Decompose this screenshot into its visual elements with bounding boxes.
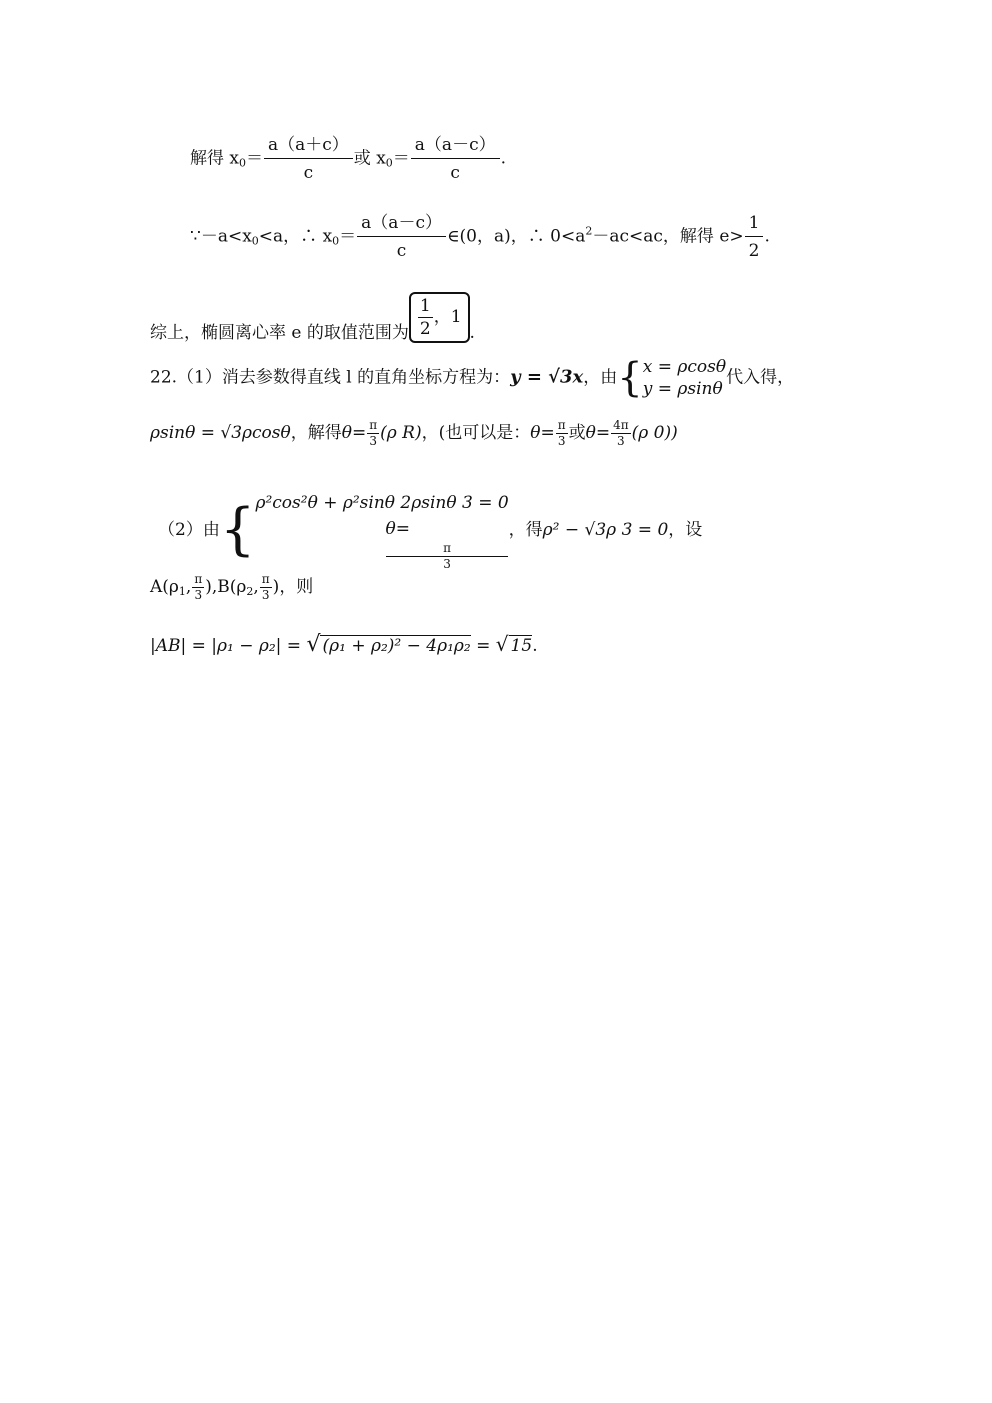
equation-line: y = √3x bbox=[510, 366, 584, 388]
fraction-pi-3 bbox=[556, 419, 568, 448]
paren-close: ) bbox=[205, 577, 212, 597]
subscript: 0 bbox=[385, 156, 393, 170]
left-brace: { bbox=[219, 497, 256, 563]
fraction-denominator: 3 bbox=[617, 434, 625, 448]
fraction-numerator: π bbox=[261, 572, 270, 586]
text-or: 或 x bbox=[353, 148, 386, 169]
equals: ＝ bbox=[339, 226, 357, 247]
subscript: 0 bbox=[251, 234, 259, 248]
fraction-1 bbox=[264, 135, 353, 183]
fraction-denominator: 2 bbox=[419, 319, 431, 339]
fraction-pi-3 bbox=[367, 419, 379, 448]
period: . bbox=[469, 323, 475, 343]
theta-eq: θ= bbox=[585, 423, 611, 443]
fraction-2 bbox=[411, 135, 500, 183]
subscript: 0 bbox=[239, 156, 246, 170]
equation-quadratic: ρ² − √3ρ 3 = 0 bbox=[542, 520, 669, 540]
fraction-numerator: π bbox=[369, 418, 378, 432]
text-therefore: <a，∴ x bbox=[258, 226, 333, 247]
left-brace: { bbox=[617, 355, 643, 401]
equals: = bbox=[470, 636, 496, 656]
subscript: 0 bbox=[332, 234, 340, 248]
text-get: ，得 bbox=[508, 520, 543, 540]
point-b: ,B(ρ bbox=[211, 577, 247, 597]
fraction-denominator: 2 bbox=[748, 241, 760, 261]
text-or: 或 bbox=[568, 423, 586, 443]
line-ab-length bbox=[150, 632, 538, 657]
text-by: ，由 bbox=[583, 367, 618, 388]
fraction-denominator: c bbox=[450, 163, 460, 183]
text-solve-e: －ac<ac，解得 e> bbox=[592, 226, 744, 247]
line-q22-part2 bbox=[158, 490, 702, 571]
fraction-denominator: c bbox=[396, 241, 407, 261]
fraction-numerator: a（a＋c） bbox=[264, 135, 353, 159]
case-theta bbox=[255, 516, 508, 571]
interval-bracket bbox=[409, 292, 470, 343]
text-then: ，则 bbox=[279, 577, 314, 597]
sqrt-radicand: (ρ₁ + ρ₂)² − 4ρ₁ρ₂ bbox=[322, 636, 471, 656]
equals: ＝ bbox=[392, 148, 410, 169]
ab-lhs: |AB| = |ρ₁ − ρ₂| = bbox=[150, 636, 307, 656]
condition-rho-2: (ρ 0)) bbox=[631, 423, 678, 443]
equation-polar: ρsinθ = √3ρcosθ bbox=[150, 423, 291, 443]
sqrt-15: 15 bbox=[510, 636, 533, 656]
line-conclusion bbox=[150, 292, 475, 343]
point-a: A(ρ bbox=[150, 577, 179, 597]
superscript: 2 bbox=[585, 224, 593, 238]
fraction-half bbox=[418, 296, 433, 339]
period: . bbox=[532, 636, 538, 656]
text-conclusion: 综上，椭圆离心率 e 的取值范围为 bbox=[150, 323, 409, 343]
fraction-numerator: 4π bbox=[613, 418, 629, 432]
text-because: ∵－a<x bbox=[190, 226, 252, 247]
fraction-denominator: 3 bbox=[557, 434, 566, 448]
fraction-numerator: π bbox=[557, 418, 566, 432]
paren-close: ) bbox=[272, 577, 280, 597]
polar-conversion-system bbox=[643, 356, 726, 400]
fraction-numerator: 1 bbox=[745, 213, 764, 237]
text-let: ，设 bbox=[668, 520, 703, 540]
sqrt-sign: √ bbox=[495, 632, 509, 656]
period: . bbox=[500, 148, 506, 169]
theta-eq: θ= bbox=[341, 423, 367, 443]
fraction-half bbox=[745, 213, 764, 261]
subscript: 2 bbox=[246, 585, 254, 598]
theta-eq: θ= bbox=[385, 519, 410, 539]
line-range-x0 bbox=[190, 213, 770, 261]
period: . bbox=[764, 226, 770, 247]
subscript: 1 bbox=[178, 585, 186, 598]
sqrt-sign: √ bbox=[306, 632, 321, 657]
fraction-numerator: 1 bbox=[419, 296, 431, 316]
fraction-numerator: π bbox=[386, 542, 507, 557]
curve-line-system bbox=[255, 490, 508, 571]
fraction-numerator: a（a－c） bbox=[357, 213, 446, 237]
fraction-denominator: 3 bbox=[194, 588, 203, 602]
fraction-denominator: 3 bbox=[443, 557, 451, 571]
fraction-pi-3 bbox=[192, 573, 204, 602]
case-x: x = ρcosθ bbox=[642, 357, 727, 377]
text-solve: ，解得 bbox=[290, 423, 342, 443]
fraction-pi-3 bbox=[386, 542, 507, 571]
fraction-numerator: π bbox=[194, 572, 203, 586]
fraction-denominator: 3 bbox=[261, 588, 270, 602]
fraction-denominator: c bbox=[303, 163, 314, 183]
text-alternative: ，(也可以是： bbox=[421, 423, 531, 443]
equals: ＝ bbox=[246, 148, 263, 169]
case-y: y = ρsinθ bbox=[642, 379, 723, 399]
line-polar-result bbox=[150, 418, 678, 448]
fraction-denominator: 3 bbox=[369, 434, 377, 448]
fraction-4pi-3 bbox=[611, 419, 631, 448]
interval-upper: ，1 bbox=[433, 307, 462, 327]
line-q22-part1 bbox=[150, 356, 794, 400]
text-part2: （2）由 bbox=[158, 520, 220, 540]
theta-eq: θ= bbox=[530, 423, 555, 443]
comma: , bbox=[253, 577, 259, 597]
text-substitute: 代入得， bbox=[726, 367, 795, 388]
line-points-ab bbox=[150, 572, 313, 602]
fraction-x0 bbox=[357, 213, 446, 261]
case-curve: ρ²cos²θ + ρ²sinθ 2ρsinθ 3 = 0 bbox=[255, 493, 509, 513]
text-q22-intro: 22.（1）消去参数得直线 l 的直角坐标方程为： bbox=[150, 367, 511, 388]
text-in-interval: ∈(0，a)，∴ 0<a bbox=[446, 226, 586, 247]
condition-rho: (ρ R) bbox=[380, 423, 422, 443]
line-solve-x0 bbox=[190, 135, 506, 183]
fraction-numerator: a（a－c） bbox=[411, 135, 500, 159]
comma: , bbox=[185, 577, 192, 597]
fraction-pi-3 bbox=[260, 573, 272, 602]
text-solve: 解得 x bbox=[190, 148, 239, 169]
